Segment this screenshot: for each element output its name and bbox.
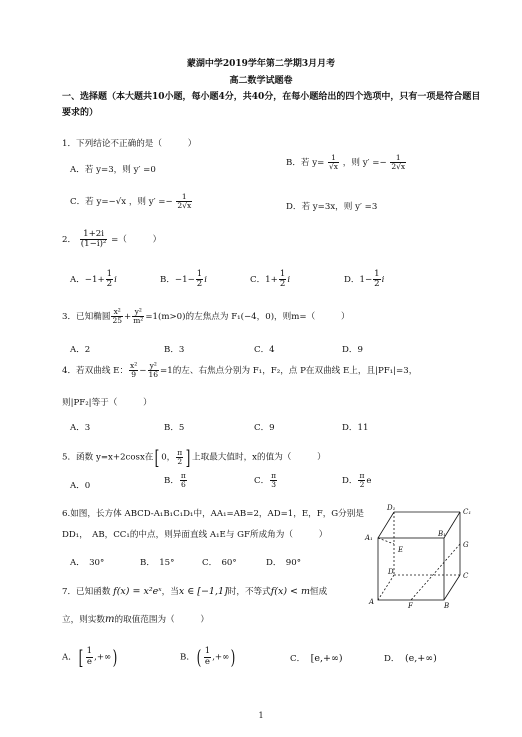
label-c: C — [463, 572, 469, 580]
q3-option-b: B．3 — [164, 345, 185, 355]
label-d1: D₁ — [387, 504, 396, 512]
section-heading: 一、选择题（本大题共10小题，每小题4分，共40分，在每小题给出的四个选项中，只有一项是符合题目要求的） — [62, 92, 481, 118]
q1-option-a: A．若 y=3，则 y′ =0 — [70, 165, 156, 175]
q7-stem-line2: 立，则实数m的取值范围为（ ） — [62, 614, 210, 625]
q3-option-d: D．9 — [342, 345, 363, 355]
q3-stem: 3．已知椭圆 $\frac{\text{x²}}{25}$ + $\frac{\text{y²}}{\text{m²}}$ =1(m>0)的左焦点为 F₁(−4，0)，则m=（ ） — [62, 307, 350, 325]
q6-option-d: D． 90° — [266, 558, 302, 568]
q2-option-a: A．−1+ $\frac{1}{2}$ i — [70, 269, 117, 290]
q4-option-b: B．5 — [164, 423, 185, 433]
q2-option-b: B．−1− $\frac{1}{2}$ i — [160, 269, 207, 290]
q2-option-d: D．1− $\frac{1}{2}$ i — [344, 269, 385, 290]
cuboid-figure — [360, 500, 480, 610]
q6-stem: 6.如图，长方体 ABCD-A₁B₁C₁D₁中，AA₁=AB=2，AD=1，E，F，G分别是 — [62, 509, 364, 519]
q7-option-c: C． [e,+∞) — [290, 653, 343, 664]
q5-option-a: A．0 — [70, 481, 91, 491]
label-c1: C₁ — [463, 508, 472, 516]
q5-option-c: C． $\frac{\pi}{3}$ — [254, 471, 277, 489]
q7-option-b: B．( $\frac{1}{e}$ ,+∞) — [180, 645, 236, 669]
label-g: G — [463, 541, 469, 549]
label-e: E — [398, 546, 404, 554]
q6-option-b: B． 15° — [140, 558, 175, 568]
page-title: 蒙湖中学2019学年第二学期3月月考 — [186, 59, 336, 69]
q7-stem: 7．已知函数 f(x) = x²eˣ，当x ∈ [−1,1]时，不等式f(x) < m恒成 — [62, 586, 328, 597]
q2-stem: 2． $\frac{1+2i}{\text{(1−i)²}}$ =（ ） — [62, 229, 162, 250]
q1-option-c: C．若 y=−√x ，则 y′ =− $\frac{1}{2√x}$ — [70, 192, 192, 210]
q5-option-b: B． $\frac{\pi}{6}$ — [164, 471, 186, 489]
q3-option-a: A．2 — [70, 345, 91, 355]
q2-option-c: C．1+ $\frac{1}{2}$ i — [250, 269, 291, 290]
label-a: A — [369, 598, 375, 606]
q1-option-b: B．若 y= $\frac{1}{√x}$ ，则 y′ =− $\frac{1}{2√x}$ — [286, 153, 406, 171]
q3-option-c: C．4 — [254, 345, 275, 355]
q1-option-d: D．若 y=3x，则 y′ =3 — [286, 202, 378, 212]
q7-option-a: A．[ $\frac{1}{e}$ ,+∞) — [62, 645, 118, 669]
q4-option-d: D．11 — [342, 423, 369, 433]
q6-stem-line2: DD₁， AB，CC₁的中点，则异面直线 A₁E与 GF所成角为（ ） — [62, 530, 328, 540]
q5-option-d: D． $\frac{\pi}{2}$ e — [342, 471, 372, 489]
label-f: F — [408, 602, 413, 610]
q5-stem: 5．函数 y=x+2cosx在[ 0， $\frac{\pi}{2}$ ] 上取最大值时，x的值为（ ） — [62, 445, 326, 469]
page-number: 1 — [258, 711, 264, 720]
q4-stem-line2: 则|PF₂|等于（ ） — [62, 398, 152, 408]
q4-option-a: A．3 — [70, 423, 91, 433]
q7-option-d: D． (e,+∞) — [384, 653, 437, 664]
q6-option-a: A． 30° — [70, 558, 105, 568]
q4-option-c: C．9 — [254, 423, 275, 433]
q4-stem: 4．若双曲线 E： $\frac{\text{x²}}{9}$ − $\frac{\text{y²}}{16}$ =1的左、右焦点分别为 F₁，F₂，点 P在双曲线 E上，且|PF₁|=3， — [62, 361, 418, 379]
label-a1: A₁ — [365, 534, 373, 542]
q1-stem: 1．下列结论不正确的是（ ） — [62, 139, 197, 149]
q6-option-c: C． 60° — [202, 558, 237, 568]
label-b1: B₁ — [438, 530, 446, 538]
label-d: D — [388, 568, 394, 576]
label-b: B — [444, 602, 450, 610]
page-subtitle: 高二数学试题卷 — [229, 76, 293, 86]
